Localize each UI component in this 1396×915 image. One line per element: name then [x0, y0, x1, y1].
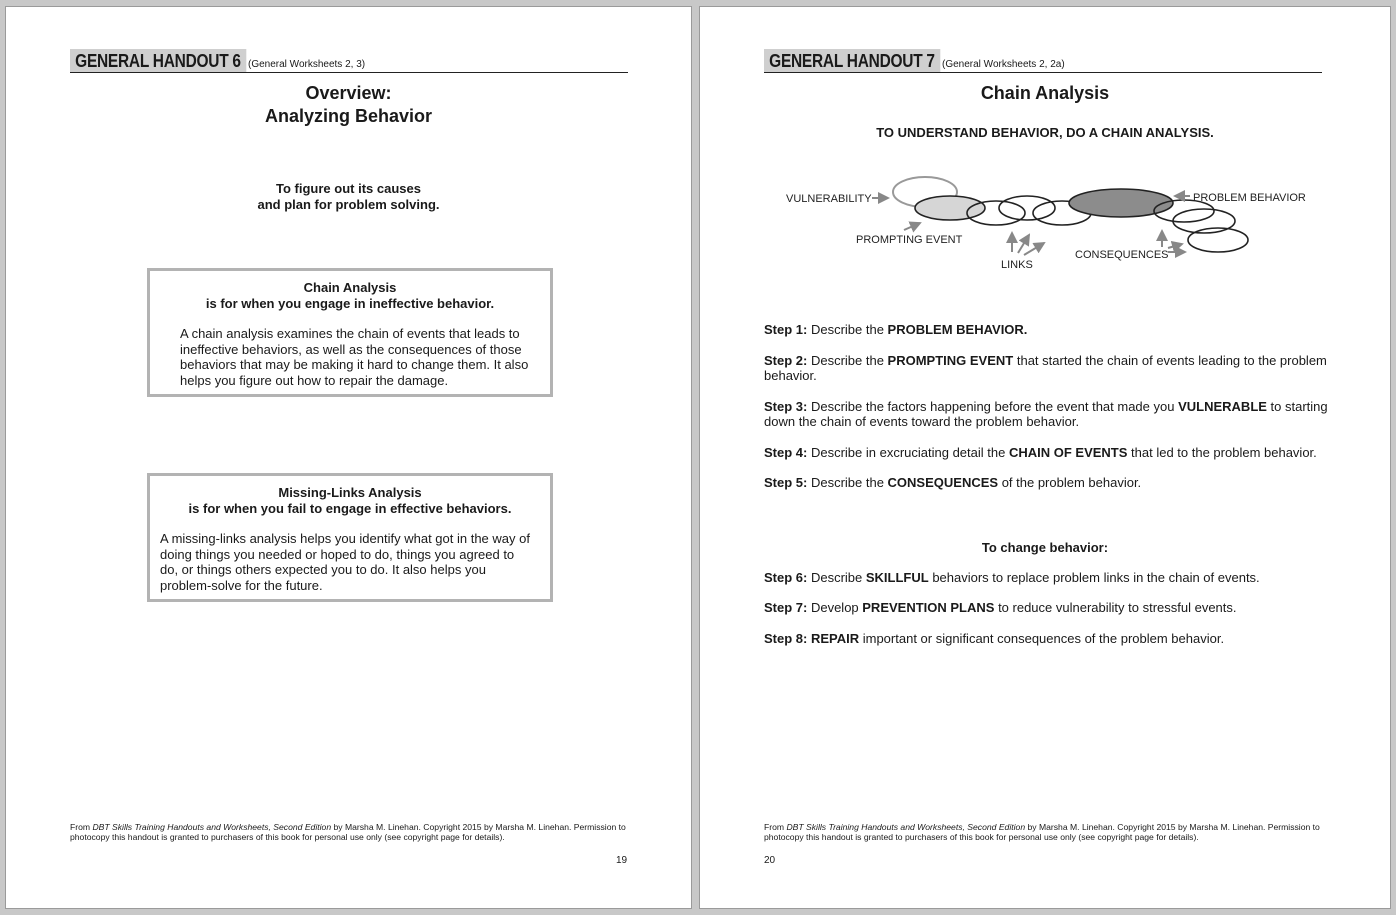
label-prompting-event: PROMPTING EVENT: [856, 234, 963, 246]
copyright-footer: [764, 822, 1324, 842]
chain-box-text: A chain analysis examines the chain of events that leads to ineffective behaviors, as well as the consequences of those behaviors that may be making it hard to change them. It also helps you figure out how to repair the damage.: [180, 326, 529, 388]
chain-box-title: Chain Analysis: [303, 280, 397, 295]
copyright-footer: [70, 822, 630, 842]
problem-behavior-oval: [1069, 189, 1173, 217]
title-line-1: Overview:: [305, 83, 392, 103]
page-right: [699, 6, 1391, 909]
label-links: LINKS: [1001, 259, 1033, 271]
label-consequences: CONSEQUENCES: [1075, 249, 1169, 261]
footer-from: From: [764, 822, 787, 832]
handout-tag: GENERAL HANDOUT 6: [70, 49, 246, 72]
footer-rest: by Marsha M. Linehan. Copyright 2015 by Marsha M. Linehan. Permission to photocopy this handout is granted to purchasers of this book for personal use only (see copyright page for details).: [764, 822, 1320, 842]
missing-box-text: A missing-links analysis helps you identify what got in the way of doing things you needed or hoped to do, things you agreed to do, or things others expected you to do. It also helps you problem-solve for the future.: [160, 531, 530, 593]
chain-box-subtitle: is for when you engage in ineffective behavior.: [205, 295, 495, 311]
footer-from: From: [70, 822, 93, 832]
chain-analysis-box: [147, 268, 553, 397]
handout-worksheets: (General Worksheets 2, 3): [248, 59, 366, 70]
step-2: Step 2: Describe the PROMPTING EVENT that started the chain of events leading to the problem behavior.: [764, 353, 1327, 383]
prompting-event-oval: [915, 196, 985, 220]
missing-box-subtitle: is for when you fail to engage in effective behaviors.: [188, 500, 512, 516]
links-arrow: [1018, 235, 1029, 253]
handout-header: [764, 49, 1322, 73]
chain-box-heading: [150, 280, 550, 311]
chain-analysis-diagram: [700, 167, 1392, 277]
footer-rest: by Marsha M. Linehan. Copyright 2015 by Marsha M. Linehan. Permission to photocopy this handout is granted to purchasers of this book for personal use only (see copyright page for details).: [70, 822, 626, 842]
intro-line-2: and plan for problem solving.: [257, 197, 440, 212]
consequences-arrow: [1168, 244, 1182, 248]
step-4: Step 4: Describe in excruciating detail the CHAIN OF EVENTS that led to the problem behavior.: [764, 445, 1317, 460]
link-oval: [999, 196, 1055, 220]
missing-box-title: Missing-Links Analysis: [278, 485, 422, 500]
handout-tag: GENERAL HANDOUT 7: [764, 49, 940, 72]
page-left: [5, 6, 692, 909]
change-heading: To change behavior:: [981, 540, 1109, 555]
step-5: Step 5: Describe the CONSEQUENCES of the problem behavior.: [764, 475, 1142, 490]
footer-book-title: DBT Skills Training Handouts and Worksheets, Second Edition: [786, 822, 1026, 832]
prompting-event-arrow: [904, 223, 920, 230]
label-vulnerability: VULNERABILITY: [786, 193, 872, 205]
step-6: Step 6: Describe SKILLFUL behaviors to replace problem links in the chain of events.: [764, 570, 1260, 585]
page-title: Chain Analysis: [980, 83, 1110, 103]
page-number: 19: [616, 855, 628, 866]
footer-book-title: DBT Skills Training Handouts and Worksheets, Second Edition: [92, 822, 332, 832]
missing-box-heading: [150, 485, 550, 516]
step-8: Step 8: REPAIR important or significant consequences of the problem behavior.: [764, 631, 1225, 646]
page-number: 20: [764, 855, 776, 866]
step-7: Step 7: Develop PREVENTION PLANS to reduce vulnerability to stressful events.: [764, 600, 1237, 615]
title-line-2: Analyzing Behavior: [264, 106, 433, 126]
step-1: Step 1: Describe the PROBLEM BEHAVIOR.: [764, 322, 1028, 337]
handout-worksheets: (General Worksheets 2, 2a): [942, 59, 1065, 70]
missing-links-box: [147, 473, 553, 602]
links-arrow: [1024, 243, 1044, 255]
label-problem-behavior: PROBLEM BEHAVIOR: [1193, 192, 1306, 204]
page-title: [6, 82, 691, 128]
intro-line-1: To figure out its causes: [276, 181, 421, 196]
page-subtitle: TO UNDERSTAND BEHAVIOR, DO A CHAIN ANALYSIS.: [876, 125, 1214, 140]
intro-text: [6, 181, 691, 213]
handout-header: [70, 49, 628, 73]
step-3: Step 3: Describe the factors happening before the event that made you VULNERABLE to starting down the chain of events toward the problem behavior.: [764, 399, 1328, 429]
